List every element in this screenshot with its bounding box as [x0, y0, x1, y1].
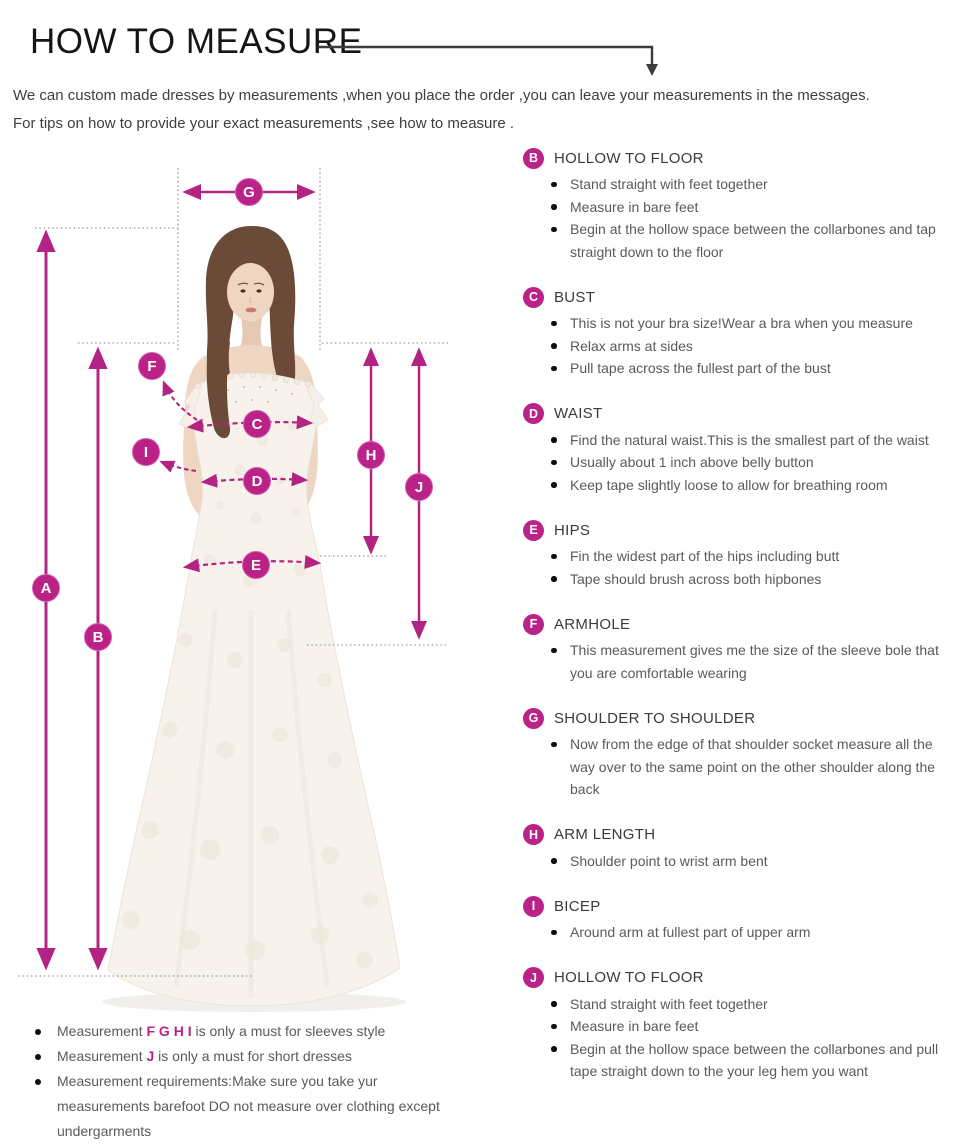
bullet-item: Stand straight with feet together: [523, 993, 960, 1016]
section-bullets: [523, 429, 960, 497]
page-title: HOW TO MEASURE: [30, 22, 363, 61]
model-left-eye: [240, 289, 245, 292]
measure-section-D: [523, 402, 960, 497]
letter-badge-H: H: [523, 824, 544, 845]
section-bullets: [523, 312, 960, 380]
measure-section-H: [523, 823, 960, 873]
footnote-highlight: J: [146, 1048, 155, 1064]
title-pointer-arrowhead: [646, 64, 658, 76]
label-letter-G: G: [243, 184, 255, 202]
label-letter-D: D: [251, 473, 263, 491]
bullet-item: Measure in bare feet: [523, 1015, 960, 1038]
section-title: BICEP: [554, 897, 601, 915]
section-bullets: [523, 850, 960, 873]
letter-badge-E: E: [523, 520, 544, 541]
section-title: ARM LENGTH: [554, 826, 656, 843]
bullet-item: Now from the edge of that shoulder socket measure all the way over to the same point on the other shoulder along the back: [523, 733, 960, 801]
footnote-text: Measurement: [57, 1048, 147, 1064]
section-title: SHOULDER TO SHOULDER: [554, 709, 756, 727]
letter-badge-B: B: [523, 148, 544, 169]
label-letter-B: B: [92, 629, 104, 647]
diagram-label-D: [244, 468, 271, 495]
bullet-item: Fin the widest part of the hips including butt: [523, 545, 960, 568]
footnote-item: [35, 1069, 469, 1144]
section-header: [523, 823, 960, 847]
section-bullets: [523, 545, 960, 590]
section-header: [523, 706, 960, 730]
diagram-label-B: [85, 624, 112, 651]
diagram-label-G: [236, 179, 263, 206]
bullet-item: Around arm at fullest part of upper arm: [523, 921, 960, 944]
model-illustration: [102, 226, 406, 1012]
letter-badge-J: J: [523, 967, 544, 988]
bullet-item: Keep tape slightly loose to allow for breathing room: [523, 474, 960, 497]
measure-section-G: [523, 706, 960, 801]
diagram-label-H: [358, 442, 385, 469]
section-title: ARMHOLE: [554, 615, 631, 633]
section-title: HOLLOW TO FLOOR: [554, 969, 704, 986]
bullet-item: Tape should brush across both hipbones: [523, 568, 960, 591]
bullet-item: Stand straight with feet together: [523, 173, 960, 196]
footnote-text: is only a must for short dresses: [154, 1048, 352, 1064]
section-title: HIPS: [554, 521, 591, 539]
bullet-item: Begin at the hollow space between the collarbones and tap straight down to the floor: [523, 218, 960, 263]
diagram-label-F: [139, 353, 166, 380]
label-letter-C: C: [251, 416, 263, 434]
section-header: [523, 402, 960, 426]
model-lips: [246, 308, 257, 313]
bullet-item: This measurement gives me the size of the sleeve bole that you are comfortable wearing: [523, 639, 960, 684]
measure-section-E: [523, 518, 960, 590]
diagram-label-A: [33, 575, 60, 602]
diagram-label-E: [243, 552, 270, 579]
letter-badge-G: G: [523, 708, 544, 729]
diagram-label-C: [244, 411, 271, 438]
letter-badge-C: C: [523, 287, 544, 308]
measure-section-J: [523, 966, 960, 1083]
section-bullets: [523, 733, 960, 801]
section-title: BUST: [554, 288, 596, 306]
bullet-item: Measure in bare feet: [523, 196, 960, 219]
model-right-eye: [256, 289, 261, 292]
label-letter-I: I: [143, 444, 149, 462]
footnote-text: Measurement requirements:Make sure you take yur measurements barefoot DO not measure over clothing except undergarments: [57, 1073, 440, 1139]
intro-paragraph: [13, 82, 933, 138]
title-pointer-line: [318, 47, 652, 66]
bullet-item: Find the natural waist.This is the smallest part of the waist: [523, 429, 960, 452]
footnote-item: [35, 1044, 469, 1069]
measurement-diagram: [0, 140, 520, 1020]
measure-section-I: [523, 894, 960, 944]
intro-line-2: For tips on how to provide your exact measurements ,see how to measure .: [13, 115, 515, 132]
bullet-item: Relax arms at sides: [523, 335, 960, 358]
letter-badge-F: F: [523, 614, 544, 635]
section-bullets: [523, 993, 960, 1083]
label-letter-H: H: [365, 447, 377, 465]
label-letter-E: E: [250, 557, 262, 575]
footnote-text: is only a must for sleeves style: [191, 1023, 386, 1039]
label-letter-A: A: [40, 580, 52, 598]
section-bullets: [523, 173, 960, 263]
measure-section-F: [523, 612, 960, 684]
section-bullets: [523, 639, 960, 684]
label-letter-F: F: [147, 358, 157, 376]
section-header: [523, 285, 960, 309]
section-header: [523, 146, 960, 170]
bullet-item: Usually about 1 inch above belly button: [523, 451, 960, 474]
footnote-text: Measurement: [57, 1023, 147, 1039]
bullet-item: Begin at the hollow space between the collarbones and pull tape straight down to the your leg hem you want: [523, 1038, 960, 1083]
section-header: [523, 894, 960, 918]
footnote-item: [35, 1019, 469, 1044]
measure-section-C: [523, 285, 960, 380]
footnotes: [35, 1019, 485, 1144]
letter-badge-D: D: [523, 403, 544, 424]
measurement-instructions: [523, 146, 960, 1105]
section-bullets: [523, 921, 960, 944]
bullet-item: Shoulder point to wrist arm bent: [523, 850, 960, 873]
footnote-highlight: F G H I: [146, 1023, 192, 1039]
intro-line-1: We can custom made dresses by measurements ,when you place the order ,you can leave your measurements in the messages.: [13, 87, 870, 104]
diagram-label-I: [133, 439, 160, 466]
section-header: [523, 612, 960, 636]
section-title: WAIST: [554, 405, 603, 422]
diagram-label-J: [406, 474, 433, 501]
section-header: [523, 518, 960, 542]
measure-section-B: [523, 146, 960, 263]
bullet-item: This is not your bra size!Wear a bra when you measure: [523, 312, 960, 335]
label-letter-J: J: [414, 479, 424, 497]
section-title: HOLLOW TO FLOOR: [554, 149, 704, 167]
bullet-item: Pull tape across the fullest part of the bust: [523, 357, 960, 380]
section-header: [523, 966, 960, 990]
letter-badge-I: I: [523, 896, 544, 917]
